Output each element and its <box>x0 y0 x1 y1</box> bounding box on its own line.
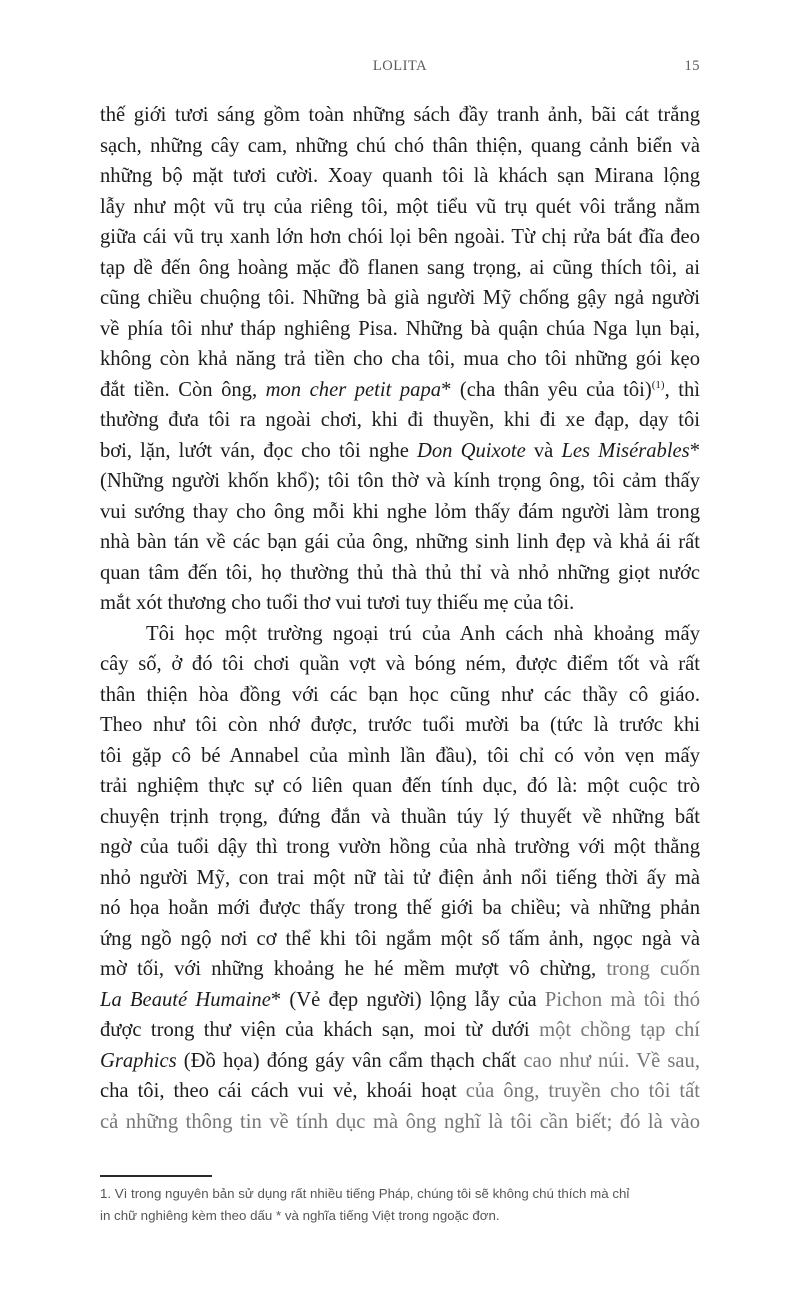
text-segment: ngờ của tuổi dậy thì trong vườn hồng của nhà trường với một thằng <box>100 836 700 858</box>
text-line <box>100 680 700 711</box>
text-line <box>100 222 700 253</box>
text-line <box>100 1107 700 1138</box>
text-line <box>100 1046 700 1077</box>
italic-phrase: La Beauté Humaine <box>100 988 271 1011</box>
text-segment: ứng ngồ ngộ nơi cơ thể khi tôi ngắm một số tấm ảnh, ngọc ngà và <box>100 927 700 950</box>
text-line <box>100 771 700 802</box>
text-line <box>100 253 700 284</box>
text-line <box>100 588 700 619</box>
text-segment: một chồng tạp chí <box>539 1019 700 1041</box>
text-segment: sạch, những cây cam, những chú chó thân thiện, quang cảnh biển và <box>100 134 700 157</box>
text-line <box>100 344 700 375</box>
text-segment: của ông, truyền cho tôi tất <box>465 1080 701 1102</box>
text-segment: lẫy như một vũ trụ của riêng tôi, một tiểu vũ trụ quét vôi trắng nằm <box>100 195 700 218</box>
text-line <box>100 1076 700 1107</box>
text-line <box>100 985 700 1016</box>
text-segment: thường đưa tôi ra ngoài chơi, khi đi thuyền, khi đi xe đạp, dạy tôi <box>100 409 700 431</box>
text-line <box>100 375 700 406</box>
text-line <box>100 131 700 162</box>
text-line <box>100 161 700 192</box>
text-segment: , thì <box>664 378 701 401</box>
text-segment: được trong thư viện của khách sạn, moi từ dưới <box>100 1019 540 1041</box>
text-line <box>100 893 700 924</box>
text-line <box>100 954 700 985</box>
text-segment: cây số, ở đó tôi chơi quần vợt và bóng ném, được điểm tốt và rất <box>100 653 700 675</box>
text-segment: không còn khả năng trả tiền cho cha tôi, mua cho tôi những gói kẹo <box>100 348 700 370</box>
page-number: 15 <box>684 58 700 74</box>
running-title: LOLITA <box>372 58 428 74</box>
italic-phrase: mon cher petit papa <box>265 378 442 401</box>
text-segment: giữa cái vũ trụ xanh lớn hơn chói lọi bên ngoài. Từ chị rửa bát đĩa đeo <box>100 226 700 248</box>
text-segment: tôi gặp cô bé Annabel của mình lần đầu), tôi chỉ có vỏn vẹn mấy <box>100 744 700 767</box>
text-line <box>100 314 700 345</box>
text-segment: bơi, lặn, lướt ván, đọc cho tôi nghe <box>100 439 417 462</box>
text-segment: Pichon mà tôi thó <box>544 988 700 1011</box>
text-line <box>100 710 700 741</box>
text-segment: tạp dề đến ông hoàng mặc đồ flanen sang trọng, ai cũng thích tôi, ai <box>100 256 700 279</box>
text-segment: mà ông nghĩ là tôi cần biết; đó là vào <box>372 1110 700 1133</box>
text-segment: cả những thông tin về tính dục <box>100 1110 373 1133</box>
footnote <box>100 1183 710 1227</box>
text-segment: (Những người khốn khổ); tôi tôn thờ và kính trọng ông, tôi cảm thấy <box>100 470 700 492</box>
text-segment: Theo như tôi còn nhớ được, trước tuổi mười ba (tức là trước khi <box>100 714 700 736</box>
text-line <box>100 741 700 772</box>
text-segment: trải nghiệm thực sự có liên quan đến tính dục, đó là: một cuộc trò <box>100 775 700 797</box>
text-line <box>100 466 700 497</box>
italic-phrase: Les Misérables <box>561 439 690 462</box>
text-segment: cao như núi. Về sau, <box>523 1049 700 1072</box>
text-line <box>100 192 700 223</box>
text-line <box>100 832 700 863</box>
text-line <box>100 436 700 467</box>
text-line <box>100 558 700 589</box>
footnote-line: in chữ nghiêng kèm theo dấu * và nghĩa tiếng Việt trong ngoặc đơn. <box>100 1208 500 1223</box>
footnote-line: 1. Vì trong nguyên bản sử dụng rất nhiều tiếng Pháp, chúng tôi sẽ không chú thích mà chỉ <box>100 1186 630 1201</box>
text-line <box>100 100 700 131</box>
text-line <box>100 1015 700 1046</box>
text-line <box>100 405 700 436</box>
text-segment: nhỏ người Mỹ, con trai một nữ tài tử điện ảnh nổi tiếng thời ấy mà <box>100 866 700 889</box>
text-line <box>100 649 700 680</box>
text-segment: những bộ mặt tươi cười. Xoay quanh tôi là khách sạn Mirana lộng <box>100 165 700 187</box>
text-line <box>100 283 700 314</box>
italic-phrase: Graphics <box>100 1049 177 1072</box>
text-segment: mắt xót thương cho tuổi thơ vui tươi tuy thiếu mẹ của tôi. <box>100 592 575 614</box>
running-head <box>0 58 800 82</box>
body-text <box>100 100 700 1137</box>
text-segment: Tôi học một trường ngoại trú của Anh cách nhà khoảng mấy <box>146 622 700 645</box>
text-segment: chuyện trịnh trọng, đứng đắn và thuần túy lý thuyết về những bất <box>100 805 700 828</box>
text-segment: mờ tối, với những khoảng he hé mềm mượt vô chừng, <box>100 958 607 980</box>
text-segment: trong cuốn <box>606 958 700 980</box>
text-line <box>100 497 700 528</box>
text-segment: thế giới tươi sáng gồm toàn những sách đầy tranh ảnh, bãi cát trắng <box>100 104 700 126</box>
text-segment: nó họa hoằn mới được thấy trong thế giới ba chiều; và những phản <box>100 897 700 919</box>
text-line <box>100 619 700 650</box>
text-segment: nhà bàn tán về các bạn gái của ông, những sinh linh đẹp và khả ái rất <box>100 531 700 553</box>
text-segment: và <box>525 439 562 462</box>
footnote-rule <box>100 1175 212 1177</box>
text-line <box>100 802 700 833</box>
text-segment: * (Vẻ đẹp người) lộng lẫy của <box>270 988 545 1011</box>
text-segment: cũng chiều chuộng tôi. Những bà già người Mỹ chống gậy ngả người <box>100 287 700 309</box>
text-line <box>100 863 700 894</box>
text-line <box>100 527 700 558</box>
text-segment: (Đồ họa) đóng gáy vân cẩm thạch chất <box>176 1049 524 1072</box>
text-segment: quan tâm đến tôi, họ thường thủ thà thủ thỉ và nhỏ những giọt nước <box>100 561 700 584</box>
text-segment: đắt tiền. Còn ông, <box>100 378 266 401</box>
text-segment: thân thiện hòa đồng với các bạn học cũng như các thầy cô giáo. <box>100 683 700 706</box>
italic-phrase: Don Quixote <box>416 439 526 462</box>
text-segment: cha tôi, theo cái cách vui vẻ, khoái hoạt <box>100 1080 466 1102</box>
text-segment: vui sướng thay cho ông mỗi khi nghe lỏm thấy đám người làm trong <box>100 500 700 523</box>
text-segment: * <box>689 439 700 462</box>
text-segment: về phía tôi như tháp nghiêng Pisa. Những bà quận chúa Nga lụn bại, <box>100 317 700 340</box>
footnote-marker: (1) <box>651 378 665 391</box>
text-segment: * (cha thân yêu của tôi) <box>441 378 652 401</box>
text-line <box>100 924 700 955</box>
